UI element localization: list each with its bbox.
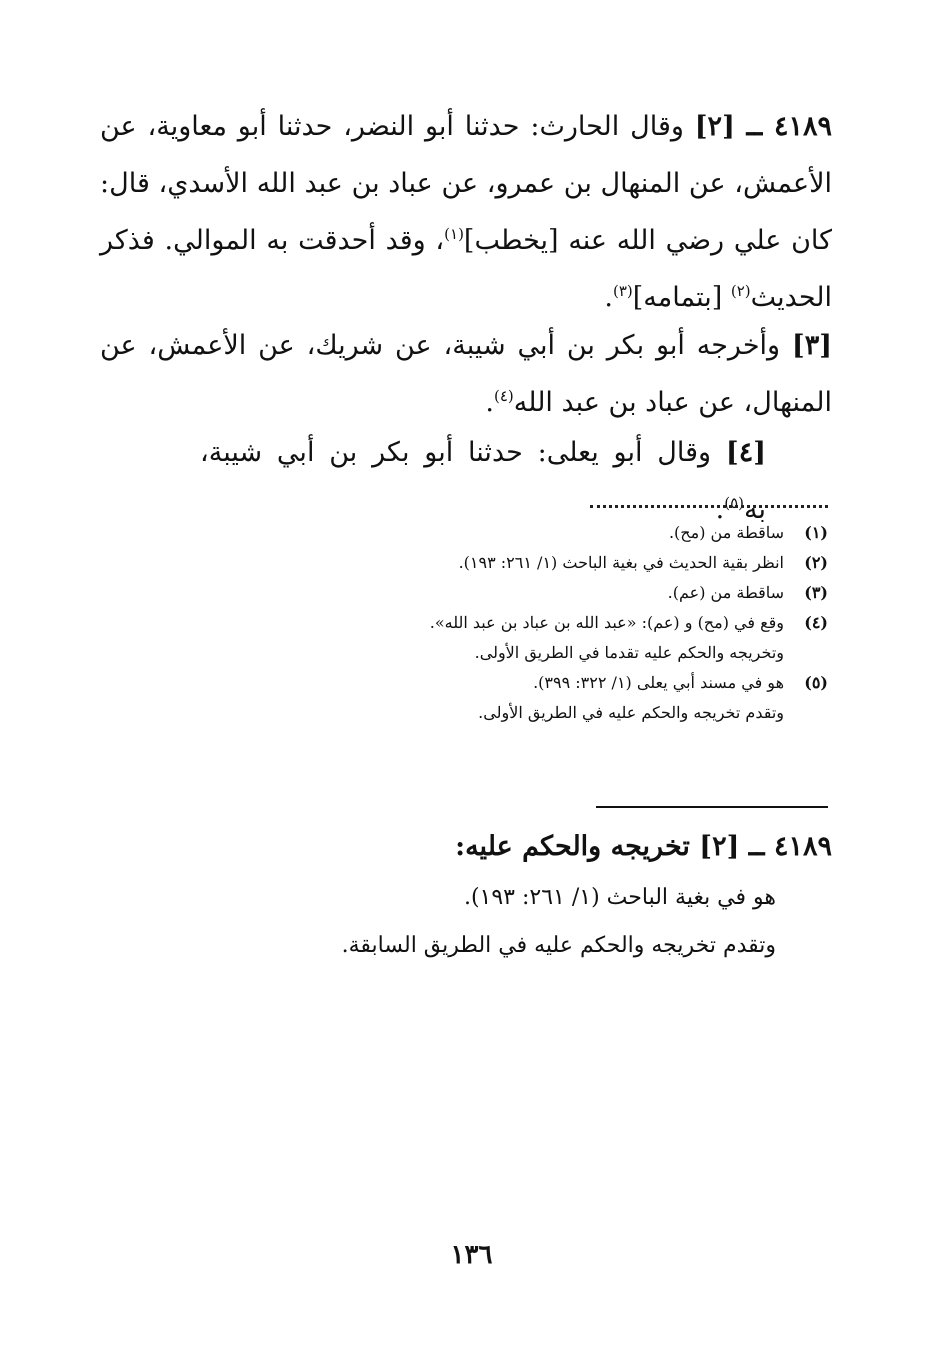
para3-number: [٤] <box>725 437 766 468</box>
footnote-label: (٣) <box>804 583 828 602</box>
grading-heading: ٤١٨٩ ــ [٢] تخريجه والحكم عليه: <box>455 831 832 862</box>
footnote-separator <box>590 505 828 508</box>
para3-dot: . <box>715 494 725 525</box>
footnote-label: (١) <box>804 523 828 542</box>
para2-dot: . <box>485 387 494 418</box>
para3-text: وقال أبو يعلى: حدثنا أبو بكر بن أبي شيبة، به <box>200 437 766 525</box>
footnote-ref-1: (١) <box>444 225 464 243</box>
footnote-text-cont: وتقدم تخريجه والحكم عليه في الطريق الأولى. <box>478 703 784 722</box>
page-number: ١٣٦ <box>450 1240 493 1270</box>
footnote-text: انظر بقية الحديث في بغية الباحث (١/ ٢٦١: ١٩٣). <box>458 553 784 572</box>
footnote-ref-4: (٤) <box>494 387 514 405</box>
footnote-text: ساقطة من (مح). <box>668 523 784 542</box>
section-rule <box>596 806 828 808</box>
footnote-label: (٢) <box>804 553 828 572</box>
footnote-text: هو في مسند أبي يعلى (١/ ٣٢٢: ٣٩٩). <box>533 673 784 692</box>
footnote-ref-5: (٥) <box>724 494 744 512</box>
hadith-paragraph-1 <box>100 98 832 326</box>
para2-number: [٣] <box>791 330 832 361</box>
hadith-text-3: [بتمامه] <box>632 282 731 313</box>
footnote-4 <box>380 608 828 668</box>
footnote-ref-2: (٢) <box>730 282 751 300</box>
grading-line-2: وتقدم تخريجه والحكم عليه في الطريق السابقة. <box>341 933 776 958</box>
hadith-paragraph-2 <box>100 317 832 431</box>
footnote-label: (٤) <box>804 613 828 632</box>
grading-line-1: هو في بغية الباحث (١/ ٢٦١: ١٩٣). <box>463 885 776 910</box>
footnote-ref-3: (٣) <box>612 282 633 300</box>
hadith-text-dot: . <box>604 282 613 313</box>
footnote-label: (٥) <box>804 673 828 692</box>
footnote-2 <box>380 548 828 578</box>
footnote-1 <box>380 518 828 548</box>
para2-text: وأخرجه أبو بكر بن أبي شيبة، عن شريك، عن الأعمش، عن المنهال، عن عباد بن عبد الله <box>100 330 832 418</box>
footnote-text: ساقطة من (عم). <box>667 583 784 602</box>
footnote-text: وقع في (مح) و (عم): «عبد الله بن عباد بن عبد الله». <box>429 613 784 632</box>
footnote-text-cont: وتخريجه والحكم عليه تقدما في الطريق الأولى. <box>474 643 784 662</box>
hadith-number: ٤١٨٩ ــ [٢] <box>694 111 832 142</box>
hadith-text-1: وقال الحارث: حدثنا أبو النضر، حدثنا أبو معاوية، عن الأعمش، عن المنهال بن عمرو، عن عباد بن عبد الله الأسدي، قال: كان علي رضي الله عنه [يخطب] <box>100 111 832 256</box>
footnotes <box>380 518 828 728</box>
footnote-5 <box>380 668 828 728</box>
footnote-3 <box>380 578 828 608</box>
hadith-text-2: ، وقد أحدقت به الموالي. فذكر الحديث <box>100 225 832 313</box>
